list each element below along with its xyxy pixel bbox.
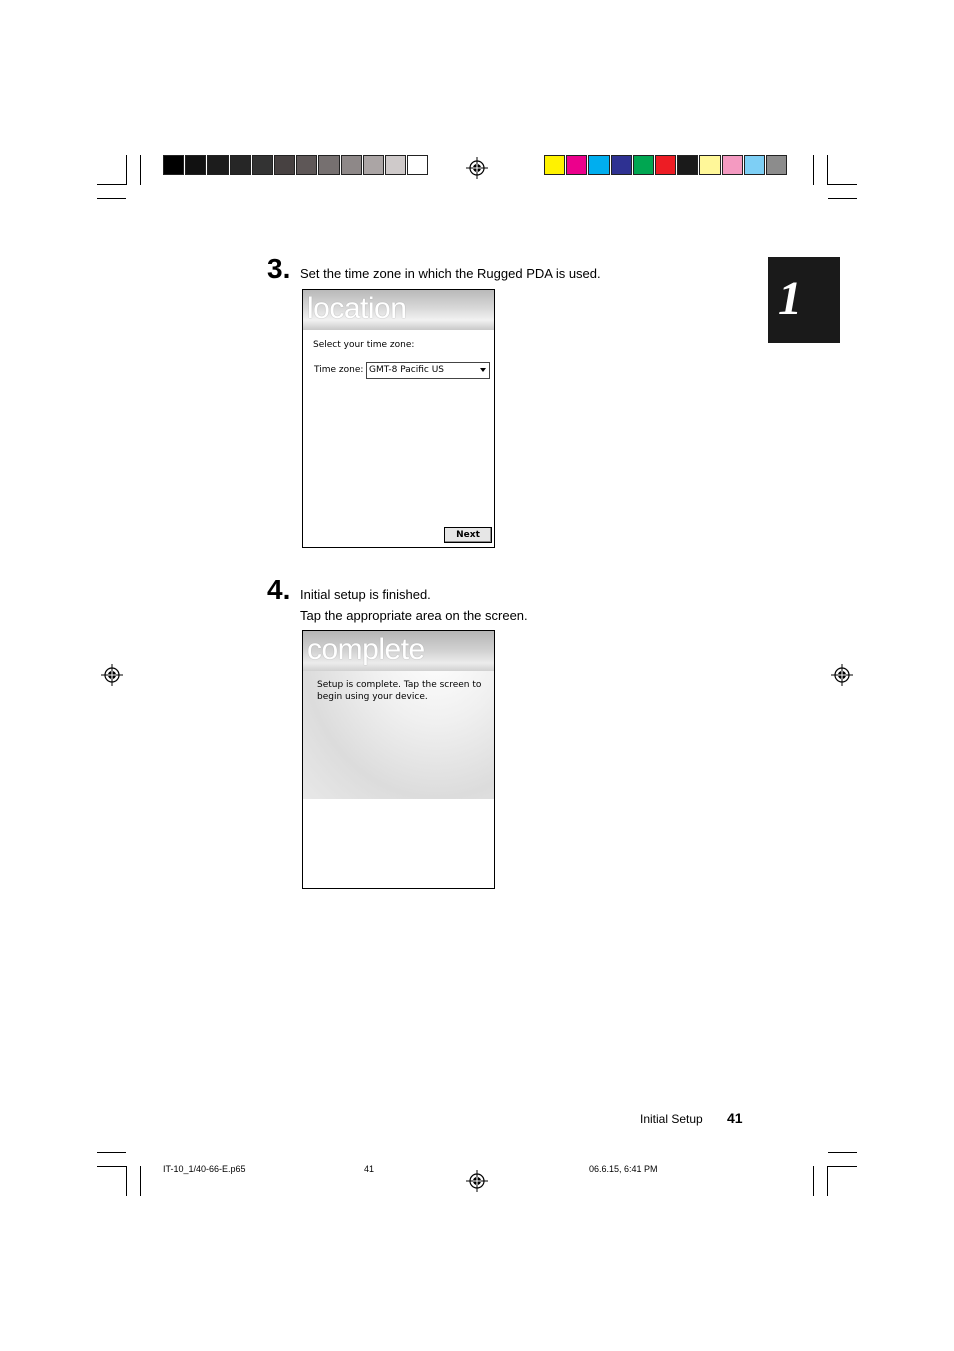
color-swatch [566,155,587,175]
complete-screen[interactable] [302,630,495,889]
chapter-number: 1 [778,272,802,325]
color-swatch [655,155,676,175]
color-swatch [766,155,787,175]
screen-title: complete [307,633,425,666]
next-button-label: Next [456,530,480,540]
registration-mark-icon [831,664,853,686]
crop-mark [97,1166,126,1167]
color-swatch [633,155,654,175]
color-swatch [318,155,339,175]
color-swatch [611,155,632,175]
color-swatch [274,155,295,175]
slug-page: 41 [364,1164,375,1174]
crop-mark [140,155,141,185]
time-zone-label: Time zone: [314,365,364,375]
color-swatch [699,155,720,175]
screen-title: location [307,292,407,325]
crop-mark [97,184,126,185]
registration-mark-icon [466,157,488,179]
crop-mark [97,1152,126,1153]
section-name: Initial Setup [640,1112,703,1126]
chevron-down-icon [480,368,486,372]
crop-mark [97,198,126,199]
completion-message: Setup is complete. Tap the screen to [317,680,482,690]
slug-filename: IT-10_1/40-66-E.p65 [163,1164,246,1174]
registration-mark-icon [466,1170,488,1192]
crop-mark [126,1166,127,1196]
crop-mark [813,1166,814,1196]
color-swatch [252,155,273,175]
time-zone-value: GMT-8 Pacific US [369,365,445,375]
chapter-tab [768,257,840,343]
color-swatch [744,155,765,175]
crop-mark [827,155,828,185]
process-color-bar [544,155,789,176]
crop-mark [828,198,857,199]
completion-message: begin using your device. [317,692,428,702]
crop-mark [828,1152,857,1153]
crop-mark [828,184,857,185]
next-button[interactable] [444,527,492,543]
color-swatch [207,155,228,175]
crop-mark [813,155,814,185]
step-instruction: Set the time zone in which the Rugged PDA is used. [300,266,601,281]
time-zone-prompt: Select your time zone: [313,340,415,350]
crop-mark [140,1166,141,1196]
color-swatch [385,155,406,175]
color-swatch [407,155,428,175]
color-swatch [588,155,609,175]
grayscale-color-bar [163,155,408,176]
color-swatch [163,155,184,175]
step-instruction: Tap the appropriate area on the screen. [300,608,528,623]
slug-timestamp: 06.6.15, 6:41 PM [589,1164,658,1174]
step-instruction: Initial setup is finished. [300,587,431,602]
registration-mark-icon [101,664,123,686]
color-swatch [544,155,565,175]
step-number: 3. [267,253,291,284]
color-swatch [363,155,384,175]
page-number: 41 [727,1110,743,1126]
color-swatch [185,155,206,175]
color-swatch [677,155,698,175]
crop-mark [126,155,127,185]
color-swatch [722,155,743,175]
color-swatch [230,155,251,175]
crop-mark [828,1166,857,1167]
step-number: 4. [267,574,291,605]
crop-mark [827,1166,828,1196]
location-screen [302,289,495,548]
time-zone-dropdown[interactable] [366,362,490,379]
color-swatch [296,155,317,175]
color-swatch [341,155,362,175]
